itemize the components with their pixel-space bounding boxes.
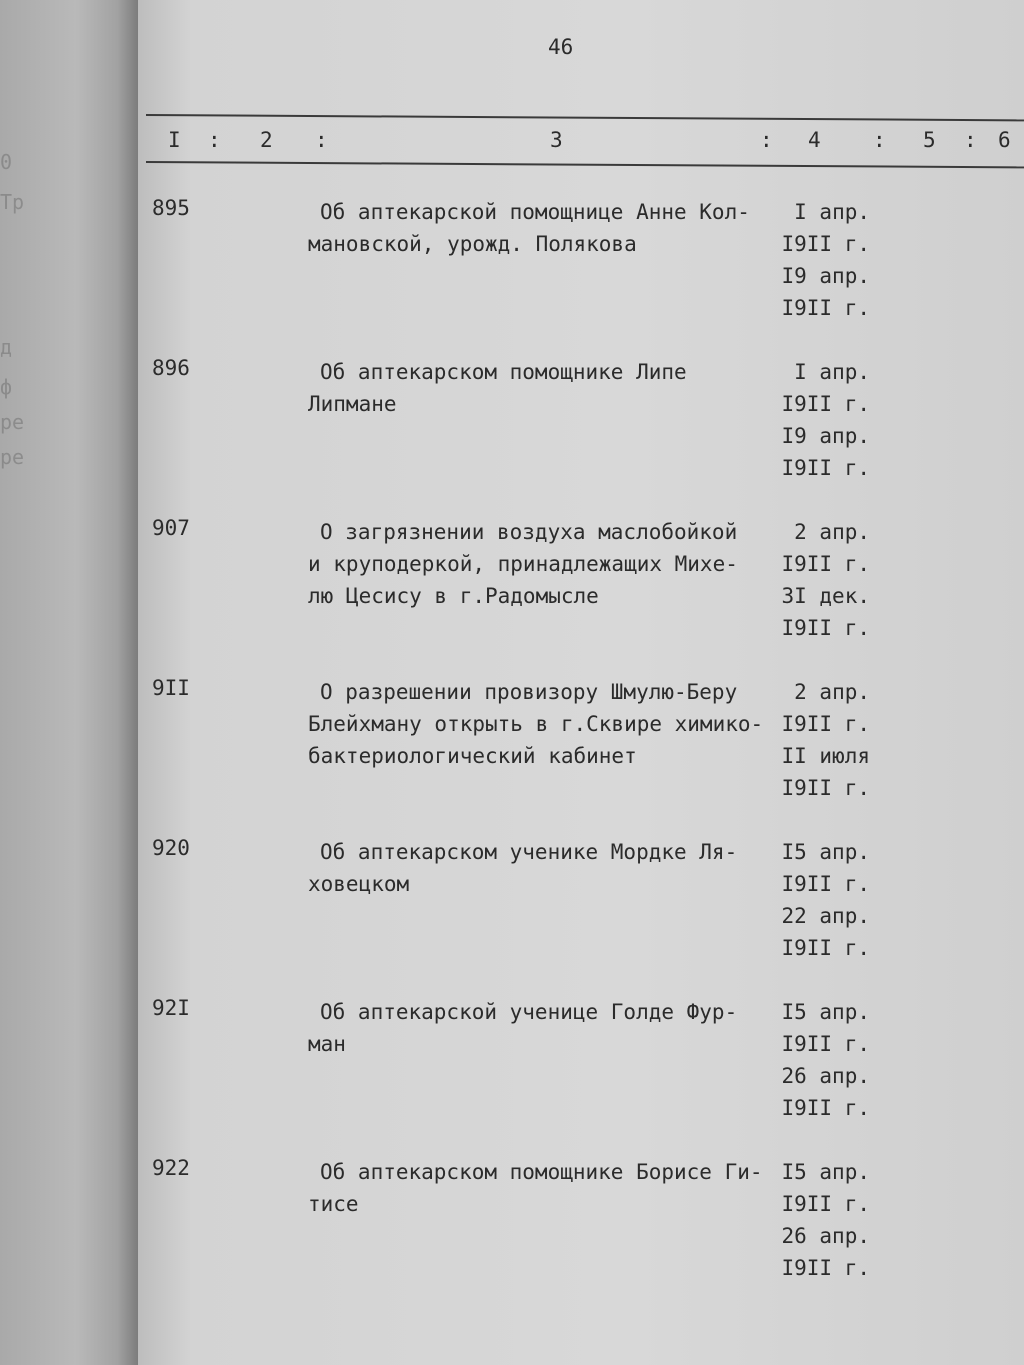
date-line: I9 апр. bbox=[781, 264, 870, 288]
case-title bbox=[308, 1156, 778, 1220]
case-title-line: Об аптекарском помощнике Липе bbox=[320, 360, 687, 384]
case-number: 920 bbox=[152, 836, 190, 860]
date-line: 22 апр. bbox=[781, 904, 870, 928]
page-number: 46 bbox=[548, 35, 574, 59]
case-title bbox=[308, 836, 778, 900]
date-line: II июля bbox=[781, 744, 870, 768]
table-row bbox=[138, 196, 1024, 346]
date-line: I9II г. bbox=[781, 1032, 870, 1056]
date-line: I9II г. bbox=[781, 936, 870, 960]
case-title-line: Липмане bbox=[308, 392, 397, 416]
date-line: I9II г. bbox=[781, 552, 870, 576]
bleed-through-text: 0 bbox=[0, 150, 13, 174]
bleed-through-text: ре bbox=[0, 410, 25, 434]
header-bottom-rule bbox=[146, 161, 1024, 168]
case-title-line: Об аптекарском помощнике Борисе Ги- bbox=[320, 1160, 763, 1184]
date-line: I9II г. bbox=[781, 1192, 870, 1216]
date-line: I9II г. bbox=[781, 456, 870, 480]
date-line: I9II г. bbox=[781, 392, 870, 416]
case-title bbox=[308, 676, 778, 772]
header-top-rule bbox=[146, 114, 1024, 121]
case-dates bbox=[770, 196, 870, 324]
date-line: I9II г. bbox=[781, 712, 870, 736]
date-line: I9II г. bbox=[781, 232, 870, 256]
date-line: I5 апр. bbox=[781, 1160, 870, 1184]
case-title-line: мановской, урожд. Полякова bbox=[308, 232, 637, 256]
date-line: I5 апр. bbox=[781, 840, 870, 864]
table-row bbox=[138, 516, 1024, 666]
date-line: 26 апр. bbox=[781, 1064, 870, 1088]
case-title-line: Блейхману открыть в г.Сквире химико- bbox=[308, 712, 764, 736]
date-line: 2 апр. bbox=[794, 520, 870, 544]
bleed-through-text: ре bbox=[0, 445, 25, 469]
table-row bbox=[138, 1156, 1024, 1306]
case-dates bbox=[770, 1156, 870, 1284]
case-dates bbox=[770, 676, 870, 804]
case-title-line: О разрешении провизору Шмулю-Беру bbox=[320, 680, 738, 704]
case-title-line: О загрязнении воздуха маслобойкой bbox=[320, 520, 738, 544]
case-number: 9II bbox=[152, 676, 190, 700]
header-col-3: 3 bbox=[550, 128, 563, 152]
date-line: I9II г. bbox=[781, 616, 870, 640]
case-title bbox=[308, 996, 778, 1060]
bleed-through-text: Тр bbox=[0, 190, 25, 214]
date-line: I апр. bbox=[794, 360, 870, 384]
case-title-line: Об аптекарской ученице Голде Фур- bbox=[320, 1000, 738, 1024]
case-dates bbox=[770, 356, 870, 484]
facing-page bbox=[0, 0, 138, 1365]
header-col-6: 6 bbox=[998, 128, 1011, 152]
date-line: 26 апр. bbox=[781, 1224, 870, 1248]
case-title-line: ховецком bbox=[308, 872, 410, 896]
header-separator: : bbox=[964, 128, 977, 152]
case-number: 907 bbox=[152, 516, 190, 540]
table-row bbox=[138, 356, 1024, 506]
case-title-line: тисе bbox=[308, 1192, 359, 1216]
document-page bbox=[138, 0, 1024, 1365]
header-col-2: 2 bbox=[260, 128, 273, 152]
header-separator: : bbox=[873, 128, 886, 152]
table-row bbox=[138, 996, 1024, 1146]
case-dates bbox=[770, 996, 870, 1124]
bleed-through-text: д bbox=[0, 335, 13, 359]
date-line: I9II г. bbox=[781, 1256, 870, 1280]
date-line: I апр. bbox=[794, 200, 870, 224]
date-line: 2 апр. bbox=[794, 680, 870, 704]
case-title-line: лю Цесису в г.Радомысле bbox=[308, 584, 599, 608]
header-col-1: I bbox=[168, 128, 181, 152]
case-title-line: Об аптекарской помощнице Анне Кол- bbox=[320, 200, 750, 224]
header-separator: : bbox=[760, 128, 773, 152]
case-title-line: бактериологический кабинет bbox=[308, 744, 637, 768]
case-number: 922 bbox=[152, 1156, 190, 1180]
date-line: I9 апр. bbox=[781, 424, 870, 448]
case-title bbox=[308, 356, 778, 420]
bleed-through-text: ф bbox=[0, 375, 13, 399]
date-line: I9II г. bbox=[781, 1096, 870, 1120]
case-title-line: Об аптекарском ученике Мордке Ля- bbox=[320, 840, 738, 864]
date-line: I9II г. bbox=[781, 296, 870, 320]
case-title-line: ман bbox=[308, 1032, 346, 1056]
case-number: 92I bbox=[152, 996, 190, 1020]
case-title bbox=[308, 196, 778, 260]
date-line: I9II г. bbox=[781, 872, 870, 896]
case-number: 895 bbox=[152, 196, 190, 220]
header-separator: : bbox=[315, 128, 328, 152]
header-col-5: 5 bbox=[923, 128, 936, 152]
table-row bbox=[138, 836, 1024, 986]
header-separator: : bbox=[208, 128, 221, 152]
case-title-line: и круподеркой, принадлежащих Михе- bbox=[308, 552, 738, 576]
header-col-4: 4 bbox=[808, 128, 821, 152]
case-dates bbox=[770, 516, 870, 644]
date-line: I9II г. bbox=[781, 776, 870, 800]
date-line: 3I дек. bbox=[781, 584, 870, 608]
case-dates bbox=[770, 836, 870, 964]
case-title bbox=[308, 516, 778, 612]
case-number: 896 bbox=[152, 356, 190, 380]
date-line: I5 апр. bbox=[781, 1000, 870, 1024]
table-row bbox=[138, 676, 1024, 826]
